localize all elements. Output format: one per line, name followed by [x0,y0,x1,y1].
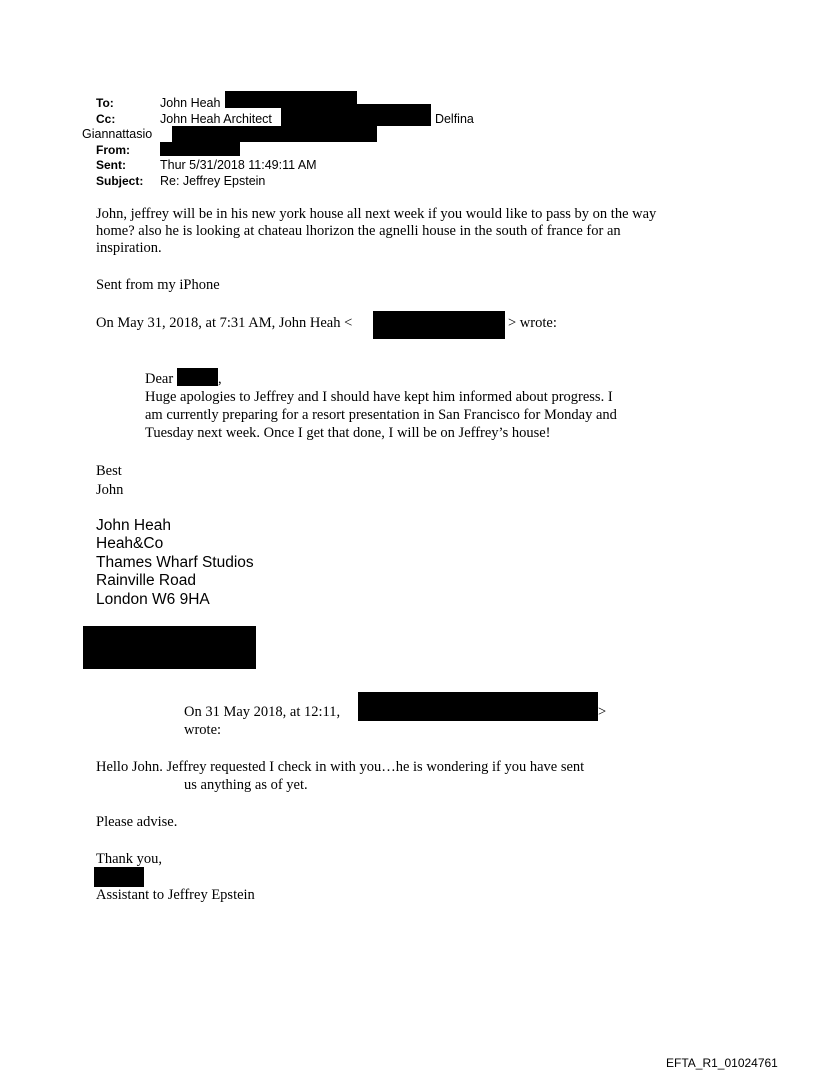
quoted2-intro: On 31 May 2018, at 12:11, [184,704,341,720]
reply-line-3: inspiration. [96,240,162,256]
quoted2-thanks: Thank you, [96,851,163,867]
cc-value-end: ; Delfina [428,112,474,126]
signature-address-3: London W6 9HA [96,591,210,608]
redaction-cc-email-2 [172,126,377,142]
document-id: EFTA_R1_01024761 [666,1056,778,1070]
quoted2-hello-line-2: us anything as of yet. [184,777,308,793]
quoted1-best: Best [96,463,122,479]
redaction-dear-name [177,368,218,386]
redaction-signature-contact [83,626,256,669]
subject-label: Subject: [96,174,144,188]
quoted1-dear: Dear [145,371,174,387]
signature-address-1: Thames Wharf Studios [96,554,254,571]
reply-line-1: John, jeffrey will be in his new york house all next week if you would like to pass by on the way [96,206,657,222]
quoted1-dear-comma: , [218,371,222,387]
quoted2-advise: Please advise. [96,814,178,830]
quoted1-intro-end: > wrote: [508,315,557,331]
signature-company: Heah&Co [96,535,164,552]
cc-label: Cc: [96,112,116,126]
subject-value: Re: Jeffrey Epstein [160,174,266,188]
quoted1-body-line-3: Tuesday next week. Once I get that done, I will be on Jeffrey’s house! [145,425,551,441]
quoted2-intro-gt: > [598,704,607,720]
reply-line-2: home? also he is looking at chateau lhorizon the agnelli house in the south of france for an [96,223,621,239]
quoted1-john: John [96,482,124,498]
redaction-from [160,142,240,156]
quoted2-wrote: wrote: [184,722,222,738]
cc-value: John Heah Architect [160,112,272,126]
quoted1-intro: On May 31, 2018, at 7:31 AM, John Heah < [96,315,353,331]
redaction-assistant-name [94,867,144,887]
from-label: From: [96,143,130,157]
quoted1-body-line-1: Huge apologies to Jeffrey and I should have kept him informed about progress. I [145,389,613,405]
sent-value: Thur 5/31/2018 11:49:11 AM [160,158,317,172]
sent-from-iphone: Sent from my iPhone [96,277,220,293]
to-value: John Heah [160,96,221,110]
quoted2-assistant: Assistant to Jeffrey Epstein [96,887,255,903]
to-label: To: [96,96,114,110]
signature-address-2: Rainville Road [96,572,196,589]
quoted1-body-line-2: am currently preparing for a resort presentation in San Francisco for Monday and [145,407,617,423]
quoted2-hello-line-1: Hello John. Jeffrey requested I check in with you…he is wondering if you have sent [96,759,585,775]
redaction-quoted2-sender [358,692,598,721]
cc-value-cont: Giannattasio [82,127,153,141]
redaction-cc-email [281,104,431,126]
redaction-quoted1-email [373,311,505,339]
sent-label: Sent: [96,158,126,172]
signature-name: John Heah [96,517,171,534]
